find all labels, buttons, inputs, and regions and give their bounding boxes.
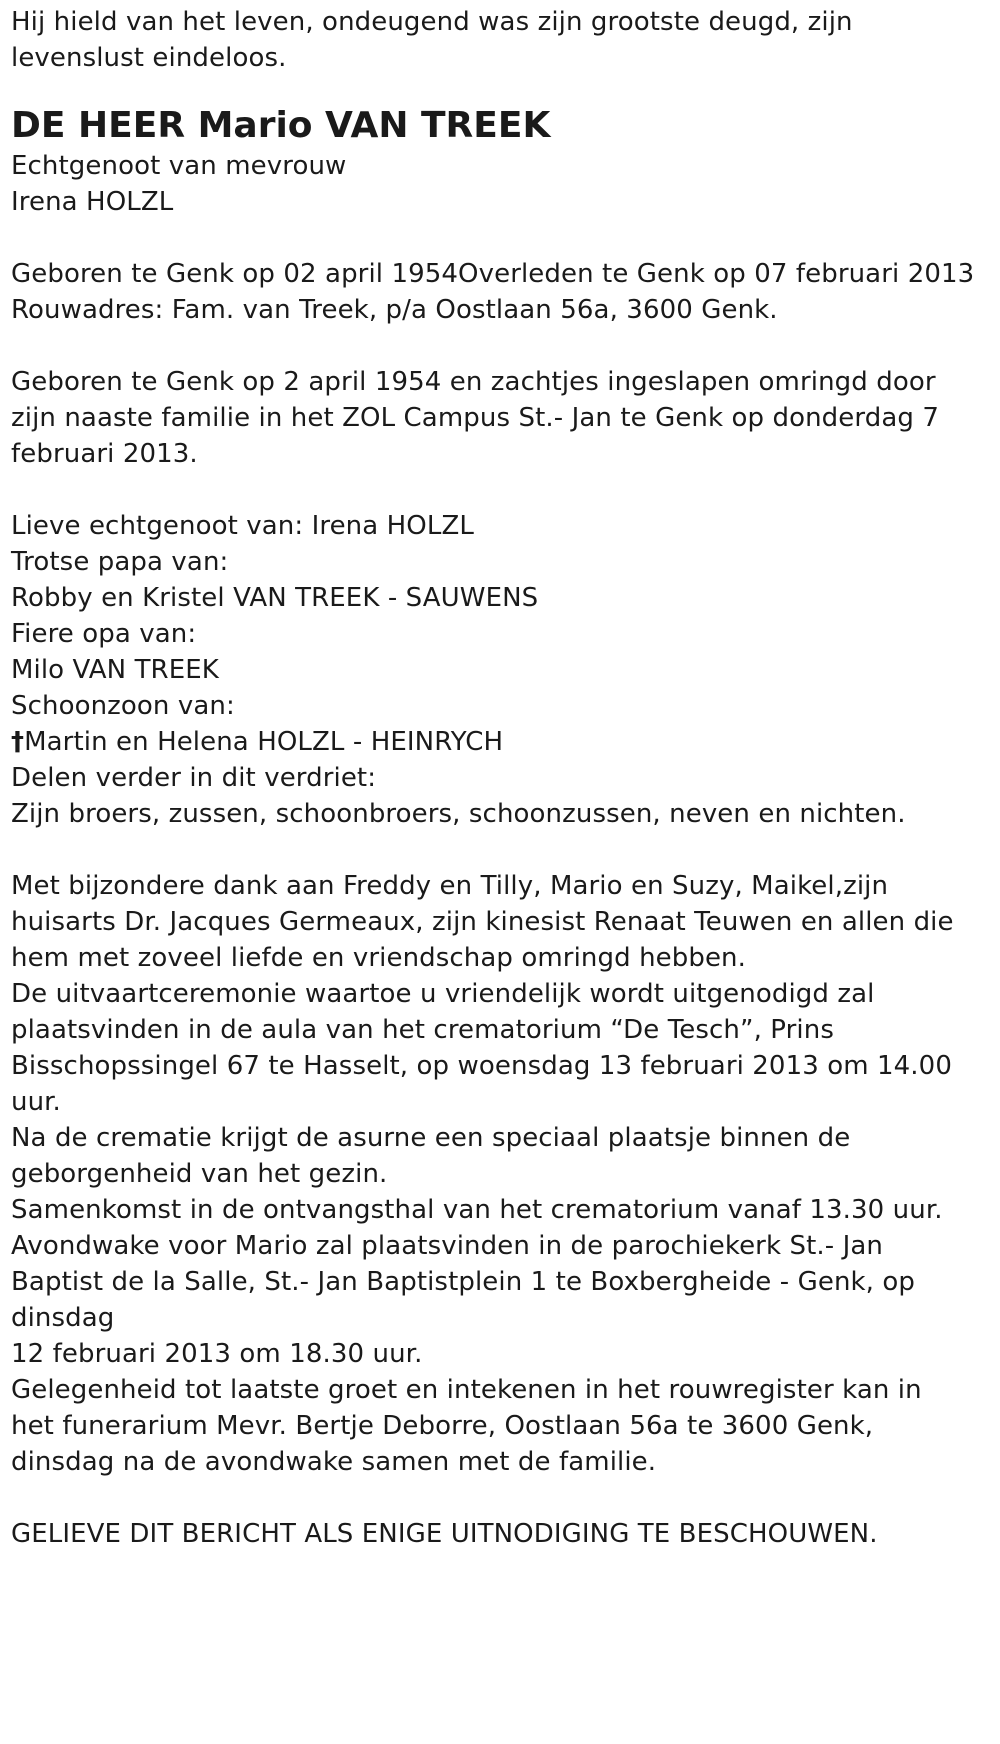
spouse-block	[11, 148, 986, 220]
details-line: Samenkomst in de ontvangsthal van het crematorium vanaf 13.30 uur.	[11, 1195, 943, 1225]
cross-icon: †	[11, 727, 25, 757]
intro-line: levenslust eindeloos.	[11, 43, 287, 73]
closing-notice: GELIEVE DIT BERICHT ALS ENIGE UITNODIGING TE BESCHOUWEN.	[11, 1519, 878, 1549]
details-line: dinsdag	[11, 1303, 115, 1333]
details-line: Baptist de la Salle, St.- Jan Baptistplein 1 te Boxbergheide - Genk, op	[11, 1267, 916, 1297]
son-in-law-label: Schoonzoon van:	[11, 691, 235, 721]
family-block	[11, 508, 986, 832]
mourning-address: Rouwadres: Fam. van Treek, p/a Oostlaan 56a, 3600 Genk.	[11, 295, 778, 325]
share-grief-label: Delen verder in dit verdriet:	[11, 763, 377, 793]
spouse-name: Irena HOLZL	[11, 187, 174, 217]
intro-quote	[11, 4, 986, 76]
grandchild-name: Milo VAN TREEK	[11, 655, 219, 685]
in-laws-line	[11, 724, 986, 760]
birth-paragraph	[11, 364, 986, 472]
paragraph-line: februari 2013.	[11, 439, 198, 469]
grandfather-label: Fiere opa van:	[11, 619, 197, 649]
details-line: het funerarium Mevr. Bertje Deborre, Oostlaan 56a te 3600 Genk,	[11, 1411, 874, 1441]
details-line: Bisschopssingel 67 te Hasselt, op woensdag 13 februari 2013 om 14.00	[11, 1051, 952, 1081]
details-line: Na de crematie krijgt de asurne een speciaal plaatsje binnen de	[11, 1123, 851, 1153]
in-laws-names: Martin en Helena HOLZL - HEINRYCH	[24, 727, 504, 757]
spacer	[11, 1480, 986, 1516]
details-line: 12 februari 2013 om 18.30 uur.	[11, 1339, 423, 1369]
details-line: De uitvaartceremonie waartoe u vriendelijk wordt uitgenodigd zal	[11, 979, 875, 1009]
spouse-line: Echtgenoot van mevrouw	[11, 151, 347, 181]
obituary-document	[11, 0, 986, 1552]
details-line: uur.	[11, 1087, 61, 1117]
spacer	[11, 472, 986, 508]
details-line: Avondwake voor Mario zal plaatsvinden in de parochiekerk St.- Jan	[11, 1231, 883, 1261]
relatives-line: Zijn broers, zussen, schoonbroers, schoonzussen, neven en nichten.	[11, 799, 906, 829]
dates-block	[11, 256, 986, 328]
details-line: hem met zoveel liefde en vriendschap omringd hebben.	[11, 943, 746, 973]
details-block	[11, 868, 986, 1480]
details-line: huisarts Dr. Jacques Germeaux, zijn kinesist Renaat Teuwen en allen die	[11, 907, 954, 937]
details-line: geborgenheid van het gezin.	[11, 1159, 388, 1189]
spacer	[11, 328, 986, 364]
birth-death-dates: Geboren te Genk op 02 april 1954Overleden te Genk op 07 februari 2013	[11, 259, 975, 289]
spacer	[11, 832, 986, 868]
details-line: Met bijzondere dank aan Freddy en Tilly, Mario en Suzy, Maikel,zijn	[11, 871, 889, 901]
details-line: dinsdag na de avondwake samen met de familie.	[11, 1447, 657, 1477]
details-line: plaatsvinden in de aula van het crematorium “De Tesch”, Prins	[11, 1015, 834, 1045]
deceased-name-heading: DE HEER Mario VAN TREEK	[11, 105, 551, 146]
details-line: Gelegenheid tot laatste groet en intekenen in het rouwregister kan in	[11, 1375, 922, 1405]
father-label: Trotse papa van:	[11, 547, 229, 577]
intro-line: Hij hield van het leven, ondeugend was zijn grootste deugd, zijn	[11, 7, 853, 37]
spacer	[11, 220, 986, 256]
paragraph-line: zijn naaste familie in het ZOL Campus St.- Jan te Genk op donderdag 7	[11, 403, 939, 433]
spouse-relation: Lieve echtgenoot van: Irena HOLZL	[11, 511, 474, 541]
children-names: Robby en Kristel VAN TREEK - SAUWENS	[11, 583, 539, 613]
paragraph-line: Geboren te Genk op 2 april 1954 en zachtjes ingeslapen omringd door	[11, 367, 936, 397]
